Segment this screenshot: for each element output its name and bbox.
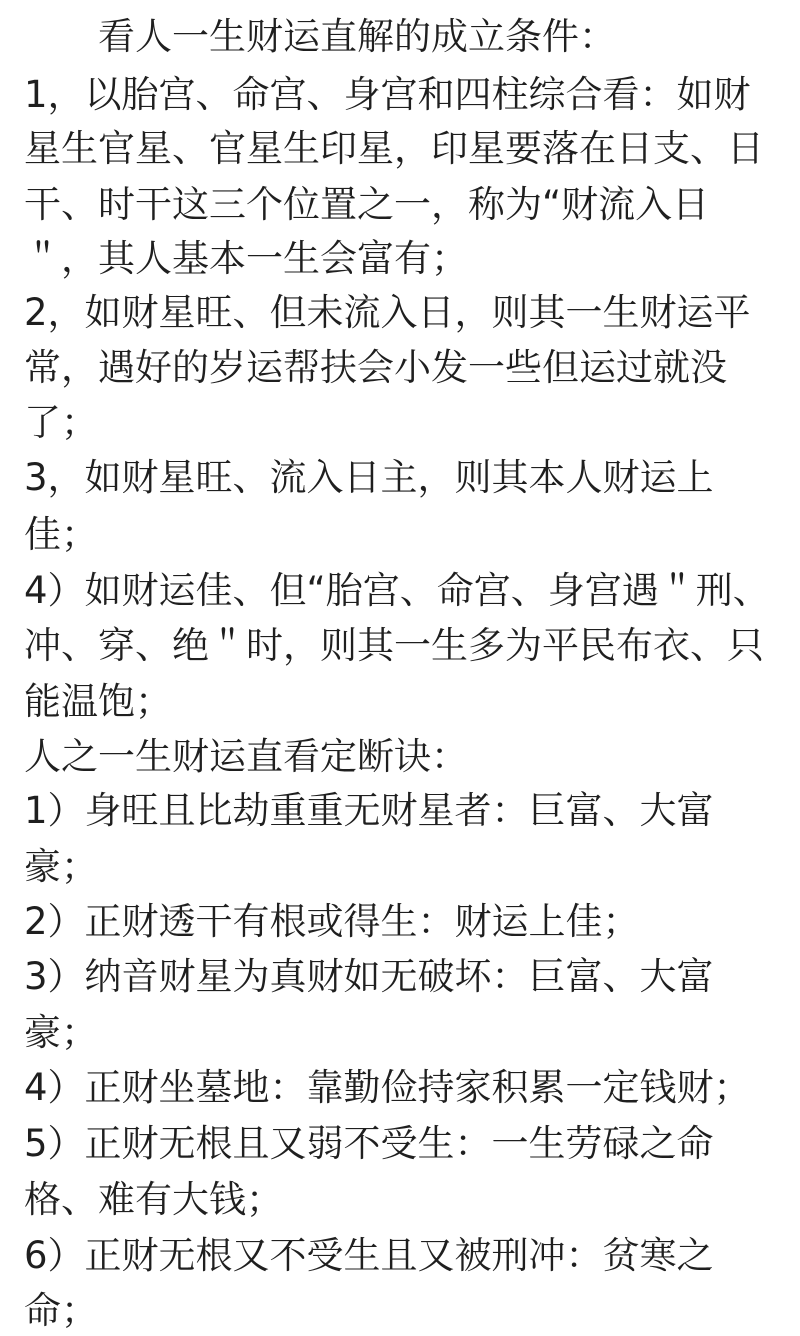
document-line-11: 冲、穿、绝＂时，则其一生多为平民布衣、只 <box>24 624 764 667</box>
document-line-10: 4）如财运佳、但“胎宫、命宫、身宫遇＂刑、 <box>24 569 770 612</box>
document-line-6: 常，遇好的岁运帮扶会小发一些但运过就没 <box>24 346 727 389</box>
document-line-15: 豪； <box>24 845 98 888</box>
document-title: 看人一生财运直解的成立条件： <box>98 15 616 58</box>
document-line-5: 2，如财星旺、但未流入日，则其一生财运平 <box>24 291 751 334</box>
document-line-3: 干、时干这三个位置之一，称为“财流入日 <box>24 183 710 226</box>
document-line-4: ＂，其人基本一生会富有； <box>24 237 468 280</box>
document-line-9: 佳； <box>24 513 98 556</box>
document-line-18: 豪； <box>24 1011 98 1054</box>
document-line-21: 格、难有大钱； <box>24 1178 283 1221</box>
document-line-22: 6）正财无根又不受生且又被刑冲：贫寒之 <box>24 1234 714 1277</box>
document-line-7: 了； <box>24 401 98 444</box>
document-line-1: 1，以胎宫、命宫、身宫和四柱综合看：如财 <box>24 73 751 116</box>
document-line-20: 5）正财无根且又弱不受生：一生劳碌之命 <box>24 1122 714 1165</box>
document-line-19: 4）正财坐墓地：靠勤俭持家积累一定钱财； <box>24 1066 751 1109</box>
document-line-8: 3，如财星旺、流入日主，则其本人财运上 <box>24 456 714 499</box>
document-line-13: 人之一生财运直看定断诀： <box>24 735 468 778</box>
document-line-14: 1）身旺且比劫重重无财星者：巨富、大富 <box>24 789 714 832</box>
document-line-12: 能温饱； <box>24 680 172 723</box>
document-line-23: 命； <box>24 1289 98 1332</box>
document-line-17: 3）纳音财星为真财如无破坏：巨富、大富 <box>24 955 714 998</box>
document-line-2: 星生官星、官星生印星，印星要落在日支、日 <box>24 127 764 170</box>
document-line-16: 2）正财透干有根或得生：财运上佳； <box>24 900 640 943</box>
